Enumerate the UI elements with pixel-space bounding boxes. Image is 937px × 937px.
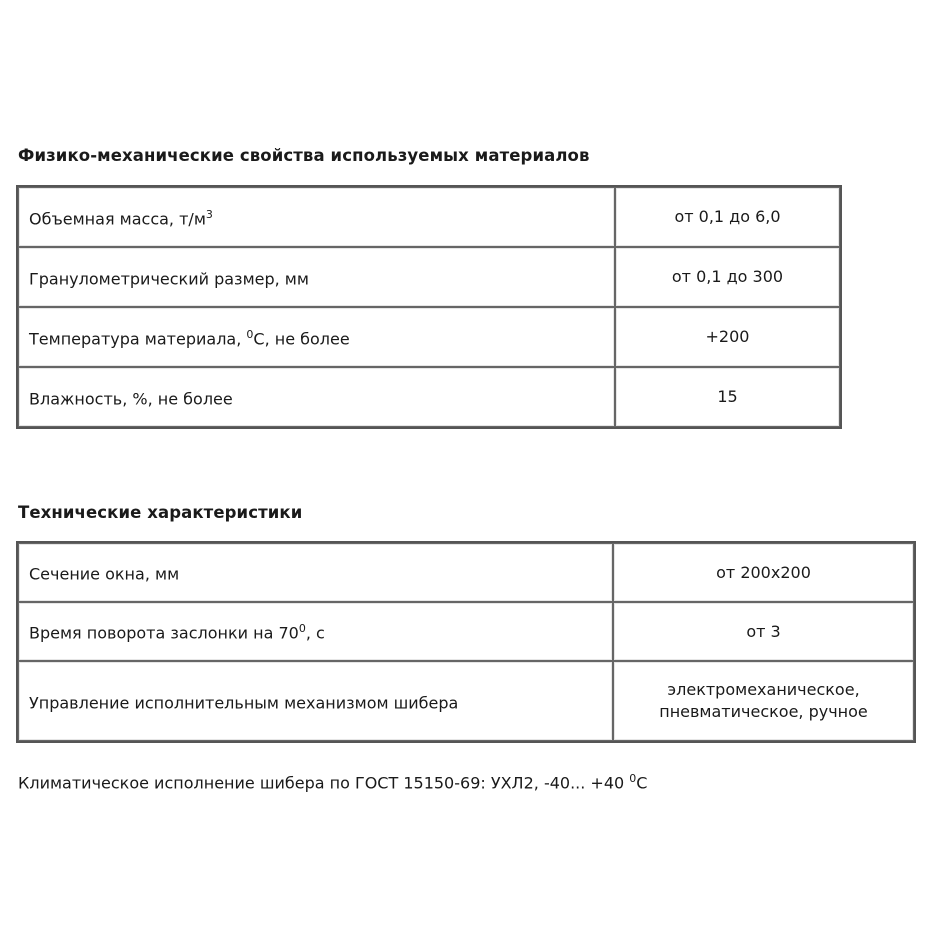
row-value: +200 <box>615 307 840 367</box>
climate-note: Климатическое исполнение шибера по ГОСТ 15150-69: УХЛ2, -40... +40 $^0$С <box>18 772 648 793</box>
table-row <box>18 367 840 427</box>
row-value: 15 <box>615 367 840 427</box>
row-label: Управление исполнительным механизмом шибера <box>18 661 613 741</box>
row-value: от 0,1 до 300 <box>615 247 840 307</box>
row-value: от 0,1 до 6,0 <box>615 187 840 247</box>
row-label: Сечение окна, мм <box>18 543 613 602</box>
row-label: Время поворота заслонки на $70^0$, с <box>18 602 613 661</box>
row-label: Объемная масса, $т/м^3$ <box>18 187 615 247</box>
row-value <box>613 661 914 741</box>
table-row <box>18 602 914 661</box>
value-line-1: электромеханическое, <box>667 680 860 699</box>
physical-properties-table <box>16 185 842 429</box>
technical-specs-table <box>16 541 916 743</box>
table-row <box>18 187 840 247</box>
table-row <box>18 543 914 602</box>
row-label: Температура материала, $^0$С, не более <box>18 307 615 367</box>
value-line-2: пневматическое, ручное <box>659 702 868 721</box>
table-row <box>18 307 840 367</box>
technical-specs-heading: Технические характеристики <box>18 503 303 522</box>
table-row <box>18 247 840 307</box>
row-label: Гранулометрический размер, мм <box>18 247 615 307</box>
table-row <box>18 661 914 741</box>
physical-properties-heading: Физико-механические свойства используемых материалов <box>18 146 590 165</box>
row-value: от 3 <box>613 602 914 661</box>
row-value: от 200х200 <box>613 543 914 602</box>
row-label: Влажность, %, не более <box>18 367 615 427</box>
